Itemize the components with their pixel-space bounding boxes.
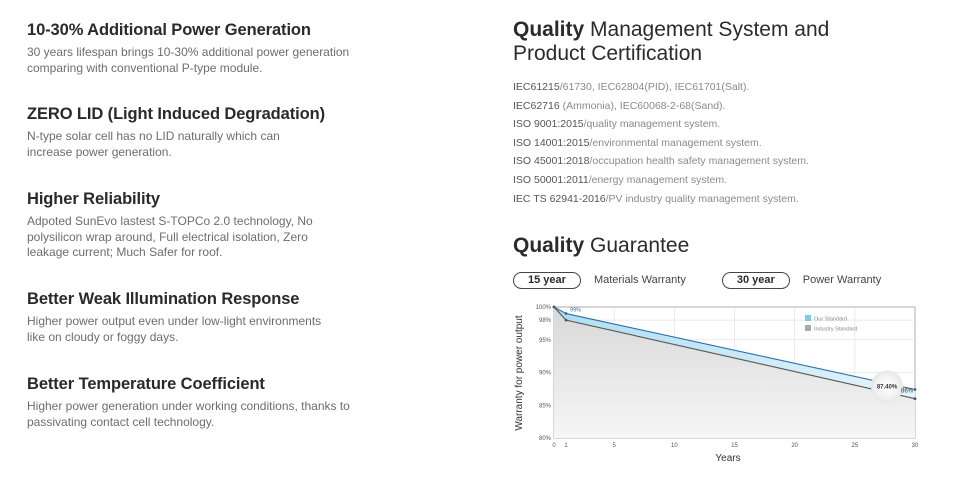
cert-code: IEC62716	[513, 99, 560, 112]
x-axis-ticks	[552, 443, 919, 449]
annotation-label: 87.40%	[876, 384, 898, 391]
feature-title: Higher Reliability	[27, 190, 160, 208]
annotation-label: 86%	[900, 388, 913, 395]
warranty-chart	[509, 299, 929, 469]
y-tick-label: 80%	[538, 436, 551, 442]
legend-swatch	[805, 315, 811, 321]
feature-line: like on cloudy or foggy days.	[27, 329, 179, 344]
materials-warranty-badge: 15 year	[513, 272, 581, 289]
feature-title: 10-30% Additional Power Generation	[27, 21, 311, 39]
cert-text: /occupation health safety management system.	[589, 155, 809, 168]
x-tick-label: 10	[670, 443, 678, 449]
cert-code: ISO 50001:2011	[513, 173, 589, 186]
feature-line: Higher power output even under low-light environments	[27, 314, 322, 328]
cert-item	[513, 171, 809, 190]
feature-line: Higher power generation under working conditions, thanks to	[27, 399, 350, 413]
feature-line: leakage current; Much Safer for roof.	[27, 245, 223, 259]
cert-text: /PV industry quality management system.	[605, 192, 799, 205]
feature-description	[27, 45, 387, 76]
y-axis-ticks	[536, 305, 552, 442]
feature-description	[27, 399, 387, 430]
cert-text: /environmental management system.	[589, 136, 762, 149]
cert-code: ISO 45001:2018	[513, 155, 590, 168]
cert-text: /quality management system.	[583, 118, 721, 131]
feature-title: Better Weak Illumination Response	[27, 290, 300, 308]
legend-label: Industry Standard	[814, 326, 858, 333]
cert-item	[513, 97, 809, 116]
annotation-label: 99%	[570, 307, 582, 314]
x-axis-label: Years	[715, 453, 741, 464]
x-tick-label: 15	[731, 443, 738, 449]
y-tick-label: 100%	[535, 305, 551, 311]
certification-heading	[513, 18, 943, 66]
x-tick-label: 20	[791, 443, 799, 449]
feature-title: ZERO LID (Light Induced Degradation)	[27, 105, 325, 123]
cert-item	[513, 152, 809, 171]
cert-text: /energy management system.	[588, 173, 728, 186]
data-point	[553, 306, 556, 309]
cert-item	[513, 190, 809, 209]
feature-power-generation	[27, 20, 387, 76]
cert-item	[513, 115, 809, 134]
heading-bold: Quality	[513, 18, 585, 41]
guarantee-heading	[513, 234, 689, 258]
feature-description	[27, 214, 387, 261]
cert-item	[513, 78, 809, 97]
cert-code: IEC TS 62941-2016	[513, 192, 606, 205]
heading-rest: Guarantee	[584, 234, 690, 257]
feature-weak-illumination	[27, 289, 387, 345]
heading-bold: Quality	[513, 234, 585, 257]
cert-item	[513, 134, 809, 153]
heading-rest: Product Certification	[513, 42, 703, 65]
y-axis-label: Warranty for power output	[514, 315, 525, 431]
feature-zero-lid	[27, 104, 387, 160]
feature-line: comparing with conventional P-type module.	[27, 60, 263, 75]
materials-warranty-label: Materials Warranty	[593, 274, 686, 286]
cert-text: /61730, IEC62804(PID), IEC61701(Salt).	[559, 81, 750, 93]
cert-code: IEC61215	[513, 81, 560, 93]
data-point	[565, 319, 568, 322]
feature-line: increase power generation.	[27, 144, 172, 159]
cert-code: ISO 9001:2015	[513, 118, 584, 131]
x-tick-label: 0	[552, 443, 556, 449]
x-tick-label: 1	[564, 443, 568, 449]
feature-higher-reliability	[27, 189, 387, 261]
x-tick-label: 5	[612, 443, 616, 449]
y-tick-label: 85%	[538, 403, 551, 410]
feature-title: Better Temperature Coefficient	[27, 375, 265, 393]
y-tick-label: 90%	[538, 370, 551, 377]
power-warranty-badge: 30 year	[722, 272, 790, 289]
feature-line: N-type solar cell has no LID naturally which can	[27, 129, 280, 143]
data-point	[914, 397, 917, 400]
legend-label: Our Standard	[814, 316, 848, 323]
certification-list	[513, 78, 809, 208]
legend-swatch	[805, 325, 811, 331]
cert-text: (Ammonia), IEC60068-2-68(Sand).	[559, 99, 726, 112]
warranty-row	[513, 270, 881, 290]
power-warranty-label: Power Warranty	[802, 274, 882, 286]
data-point	[565, 312, 568, 315]
feature-temperature-coefficient	[27, 374, 387, 430]
data-point	[914, 388, 917, 391]
cert-code: ISO 14001:2015	[513, 136, 590, 149]
feature-line: Adpoted SunEvo lastest S-TOPCo 2.0 technology, No	[27, 214, 313, 228]
feature-line: passivating contact cell technology.	[27, 414, 215, 429]
x-tick-label: 25	[851, 443, 859, 449]
feature-line: 30 years lifespan brings 10-30% additional power generation	[27, 45, 350, 59]
feature-description	[27, 129, 387, 160]
feature-description	[27, 314, 387, 345]
quality-column	[513, 18, 943, 286]
x-tick-label: 30	[911, 443, 919, 449]
y-tick-label: 98%	[538, 318, 551, 325]
y-tick-label: 95%	[538, 337, 551, 344]
feature-line: polysilicon wrap around, Full electrical isolation, Zero	[27, 229, 308, 244]
heading-rest: Management System and	[584, 18, 830, 41]
